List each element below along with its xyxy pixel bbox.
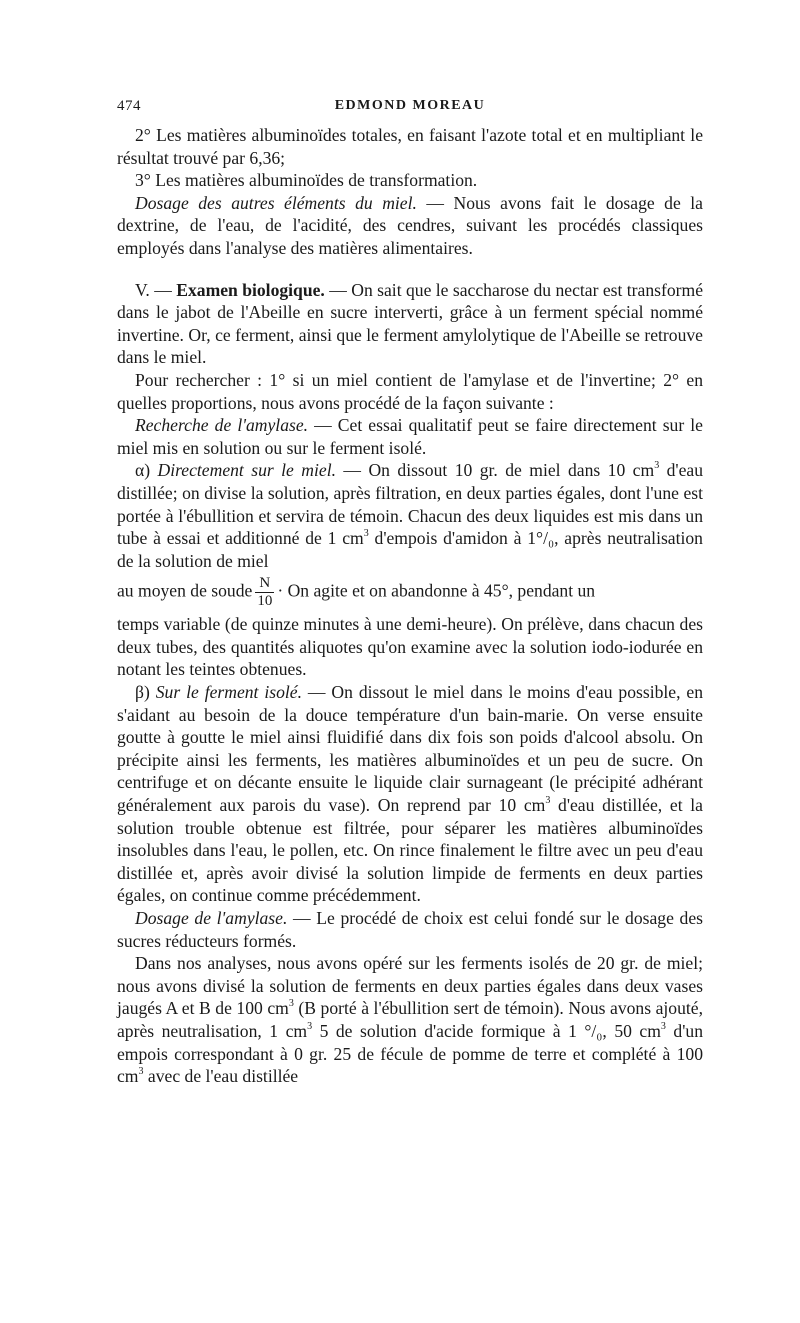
paragraph [117, 613, 703, 681]
paragraph [117, 169, 703, 192]
section-title-italic: Directement sur le miel. [157, 460, 336, 481]
paragraph [117, 952, 703, 1088]
paragraph-text: — Nous avons fait le dosage de la dextrine, de l'eau, de l'acidité, des cendres, suivant les procédés classiques employés dans l'analyse des matières alimentaires. [117, 192, 703, 258]
paragraph-text: Dans nos analyses, nous avons opéré sur les ferments isolés de 20 gr. de miel; nous avons divisé la solution de ferments en deux parties égales dans deux vases jaugés A et B de 100 cm [117, 953, 703, 1019]
paragraph-text: d'eau distillée, et la solution trouble obtenue est filtrée, pour séparer les matières albuminoïdes insolubles dans l'eau, le pollen, etc. On rince finalement le filtre avec un peu d'eau distillée et, après avoir divisé la solution limpide de ferments en deux parties égales, on continue comme précédemment. [117, 795, 703, 906]
formula-line [117, 575, 703, 610]
paragraph [117, 907, 703, 952]
paragraph-text: temps variable (de quinze minutes à une demi-heure). On prélève, dans chacun des deux tubes, des quantités aliquotes qu'on examine avec la solution iodo-iodurée en notant les teintes obtenues. [117, 614, 703, 680]
paragraph-text: d'empois d'amidon à 1°/₀, après neutralisation de la solution de miel [117, 528, 703, 571]
item-label: β) [135, 682, 156, 703]
paragraph-text: — On dissout le miel dans le moins d'eau possible, en s'aidant au besoin de la douce température d'un bain-marie. On verse ensuite goutte à goutte le miel ainsi fluidifié dans dix fois son poids d'alcool absolu. On précipite ainsi les ferments, les matières albuminoïdes et un peu de sucre. On centrifuge et on décante ensuite le liquide clair surnageant (le précipité adhérant généralement aux parois du vase). On reprend par 10 cm [117, 682, 703, 816]
item-label: α) [135, 460, 158, 481]
paragraph-text: 2° Les matières albuminoïdes totales, en faisant l'azote total et en multipliant le résultat trouvé par 6,36; [117, 125, 703, 168]
paragraph [117, 279, 703, 369]
paragraph-text: au moyen de soude [117, 580, 253, 601]
paragraph-text: (B porté à l'ébullition sert de témoin). Nous avons ajouté, après neutralisation, 1 cm [117, 998, 703, 1041]
fraction-numerator: N [255, 575, 274, 593]
paragraph-text: · On agite et on abandonne à 45°, pendant un [277, 580, 596, 601]
paragraph [117, 414, 703, 459]
paragraph [117, 192, 703, 260]
paragraph-text: avec de l'eau distillée [143, 1066, 299, 1087]
paragraph [117, 124, 703, 169]
section-title-italic: Dosage de l'amylase. [135, 908, 288, 928]
superscript: 3 [660, 1020, 666, 1032]
paragraph-text: — On dissout 10 gr. de miel dans 10 cm [336, 460, 655, 481]
section-title-italic: Dosage des autres éléments du miel. [135, 192, 417, 213]
page-header [117, 98, 703, 120]
paragraph-text: — On sait que le saccharose du nectar est transformé dans le jabot de l'Abeille en sucre interverti, grâce à un ferment spécial nommé invertine. Or, ce ferment, ainsi que le ferment amylolytique de l'Abeille se retrouve dans le miel. [117, 279, 703, 368]
section-title-italic: Recherche de l'amylase. [135, 415, 309, 436]
superscript: 3 [288, 998, 294, 1010]
paragraph-text: 3° Les matières albuminoïdes de transformation. [135, 170, 478, 191]
paragraph [117, 459, 703, 572]
page-number: 474 [117, 98, 141, 114]
paragraph [117, 369, 703, 414]
paragraph [117, 681, 703, 907]
superscript: 3 [363, 528, 369, 540]
body-text [117, 124, 703, 1088]
superscript: 3 [307, 1020, 313, 1032]
paragraph-text: 5 de solution d'acide formique à 1 °/₀, 50 cm [312, 1020, 661, 1041]
fraction-denominator: 10 [257, 593, 273, 610]
paragraph-text: Pour rechercher : 1° si un miel contient de l'amylase et de l'invertine; 2° en quelles proportions, nous avons procédé de la façon suivante : [117, 369, 703, 413]
paragraph-text: — Le procédé de choix est celui fondé sur le dosage des sucres réducteurs formés. [117, 908, 704, 951]
superscript: 3 [138, 1066, 144, 1078]
paragraph-text: d'un empois correspondant à 0 gr. 25 de fécule de pomme de terre et complété à 100 cm [117, 1020, 703, 1087]
section-title-italic: Sur le ferment isolé. [155, 682, 302, 703]
section-number: V. — [135, 279, 177, 300]
running-head: EDMOND MOREAU [334, 98, 486, 113]
paragraph-text: d'eau distillée; on divise la solution, après filtration, en deux parties égales, dont l'une est portée à l'ébullition et servira de témoin. Chacun des deux liquides est mis dans un tube à essai et additionné de 1 cm [117, 460, 704, 549]
paragraph-text: — Cet essai qualitatif peut se faire directement sur le miel mis en solution ou sur le ferment isolé. [117, 415, 703, 458]
fraction [255, 575, 274, 610]
superscript: 3 [654, 460, 660, 472]
superscript: 3 [545, 795, 551, 807]
section-heading: Examen biologique. [176, 279, 325, 300]
